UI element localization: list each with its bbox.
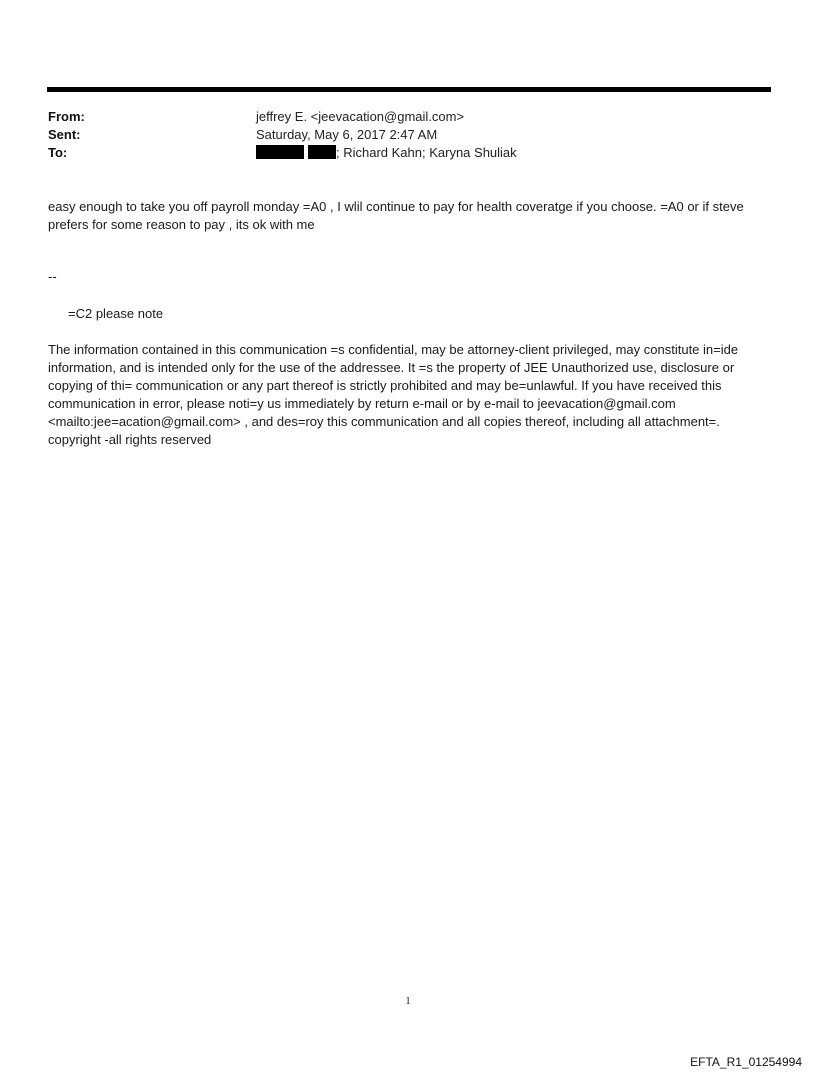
header-rule — [47, 87, 771, 92]
from-value: jeffrey E. <jeevacation@gmail.com> — [256, 109, 465, 124]
to-row — [48, 144, 768, 162]
confidentiality-disclaimer: The information contained in this communication =s confidential, may be attorney-client privileged, may constitute in=ide information, and is intended only for the use of the addressee. It =s the property of JEE Unauthorized use, disclosure or copying of thi= communication or any part thereof is strictly prohibited and may be=unlawful. If you have received this communication in error, please noti=y us immediately by return e-mail or by e-mail to jeevacation@gmail.com <mailto:jee=acation@gmail.com> , and des=roy this communication and all copies thereof, including all attachment=. copyright -all rights reserved — [48, 342, 739, 447]
email-body: easy enough to take you off payroll monday =A0 , I wlil continue to pay for health coveratge if you choose. =A0 or if steve prefers for some reason to pay , its ok with me — [48, 199, 744, 232]
redaction-box — [256, 145, 304, 159]
sent-row — [48, 126, 768, 144]
email-headers — [48, 108, 768, 162]
from-label: From: — [48, 109, 85, 124]
from-row — [48, 108, 768, 126]
to-value-container — [256, 144, 517, 162]
sent-label: Sent: — [48, 127, 81, 142]
redaction-box — [308, 145, 336, 159]
sent-value: Saturday, May 6, 2017 2:47 AM — [256, 127, 438, 142]
bates-number: EFTA_R1_01254994 — [690, 1055, 802, 1069]
page-number: 1 — [405, 995, 411, 1007]
to-label: To: — [48, 145, 68, 160]
please-note: =C2 please note — [68, 306, 164, 321]
to-value: ; Richard Kahn; Karyna Shuliak — [336, 145, 517, 160]
signature-separator: -- — [48, 269, 57, 284]
